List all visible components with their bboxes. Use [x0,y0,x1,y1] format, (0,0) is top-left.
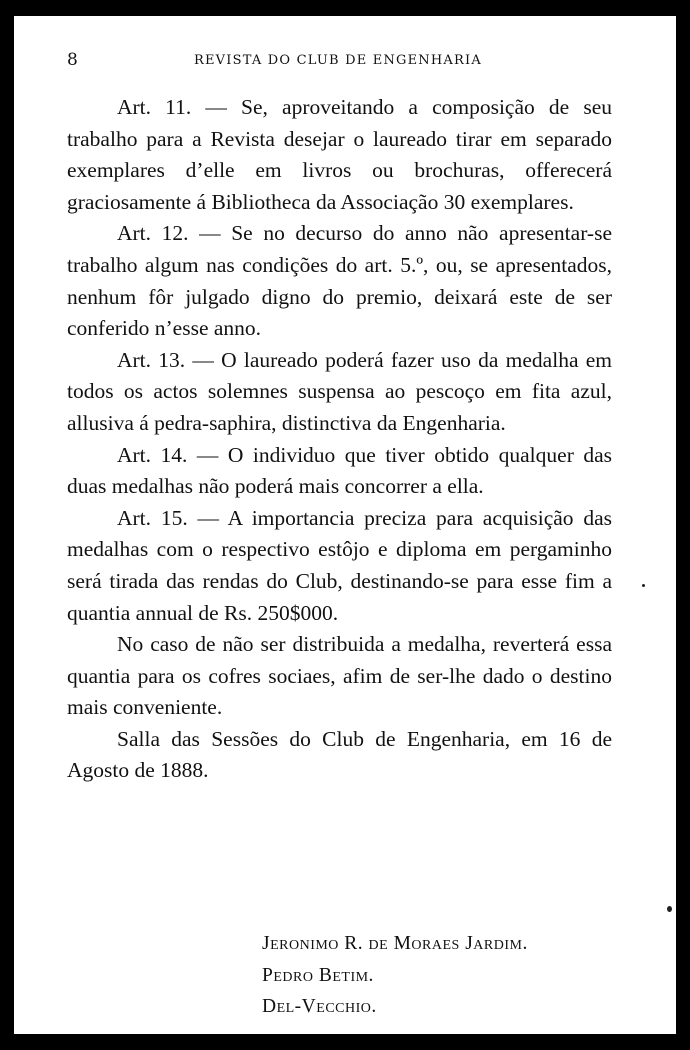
running-title: REVISTA DO CLUB DE ENGENHARIA [194,53,482,68]
session-date-paragraph: Salla das Sessões do Club de Engenharia, em 16 de Agosto de 1888. [67,726,612,783]
article-11-paragraph: Art. 11. — Se, aproveitando a composição de seu trabalho para a Revista desejar o laureado tirar em separado exemplares d’elle em livros ou brochuras, offerecerá graciosamente á Bibliotheca da Associação 30 exemplares. [67,95,612,214]
reversion-paragraph: No caso de não ser distribuida a medalha, reverterá essa quantia para os cofres sociaes, afim de ser-lhe dado o destino mais conveniente. [67,632,612,720]
article-13-paragraph: Art. 13. — O laureado poderá fazer uso da medalha em todos os actos solemnes suspensa ao pescoço em fita azul, allusiva á pedra-saphira, distinctiva da Engenharia. [67,347,612,435]
page-number: 8 [67,50,78,70]
page-header [14,50,676,74]
article-14-paragraph: Art. 14. — O individuo que tiver obtido qualquer das duas medalhas não poderá mais concorrer a ella. [67,442,612,499]
book-page [14,16,676,1034]
page-body [67,92,612,787]
signature-del-vecchio: Del-Vecchio. [262,996,377,1017]
ink-speck [642,584,645,587]
article-15-paragraph: Art. 15. — A importancia preciza para acquisição das medalhas com o respectivo estôjo e diploma em pergaminho será tirada das rendas do Club, destinando-se para esse fim a quantia annual de Rs. 250$000. [67,505,612,625]
ink-speck [667,906,672,912]
signature-betim: Pedro Betim. [262,964,374,986]
signatures-block [262,928,662,1023]
signature-jardim: Jeronimo R. de Moraes Jardim. [262,933,528,954]
article-12-paragraph: Art. 12. — Se no decurso do anno não apresentar-se trabalho algum nas condições do art. 5.º, ou, se apresentados, nenhum fôr julgado digno do premio, deixará este de ser conferido n’esse anno. [67,221,612,341]
